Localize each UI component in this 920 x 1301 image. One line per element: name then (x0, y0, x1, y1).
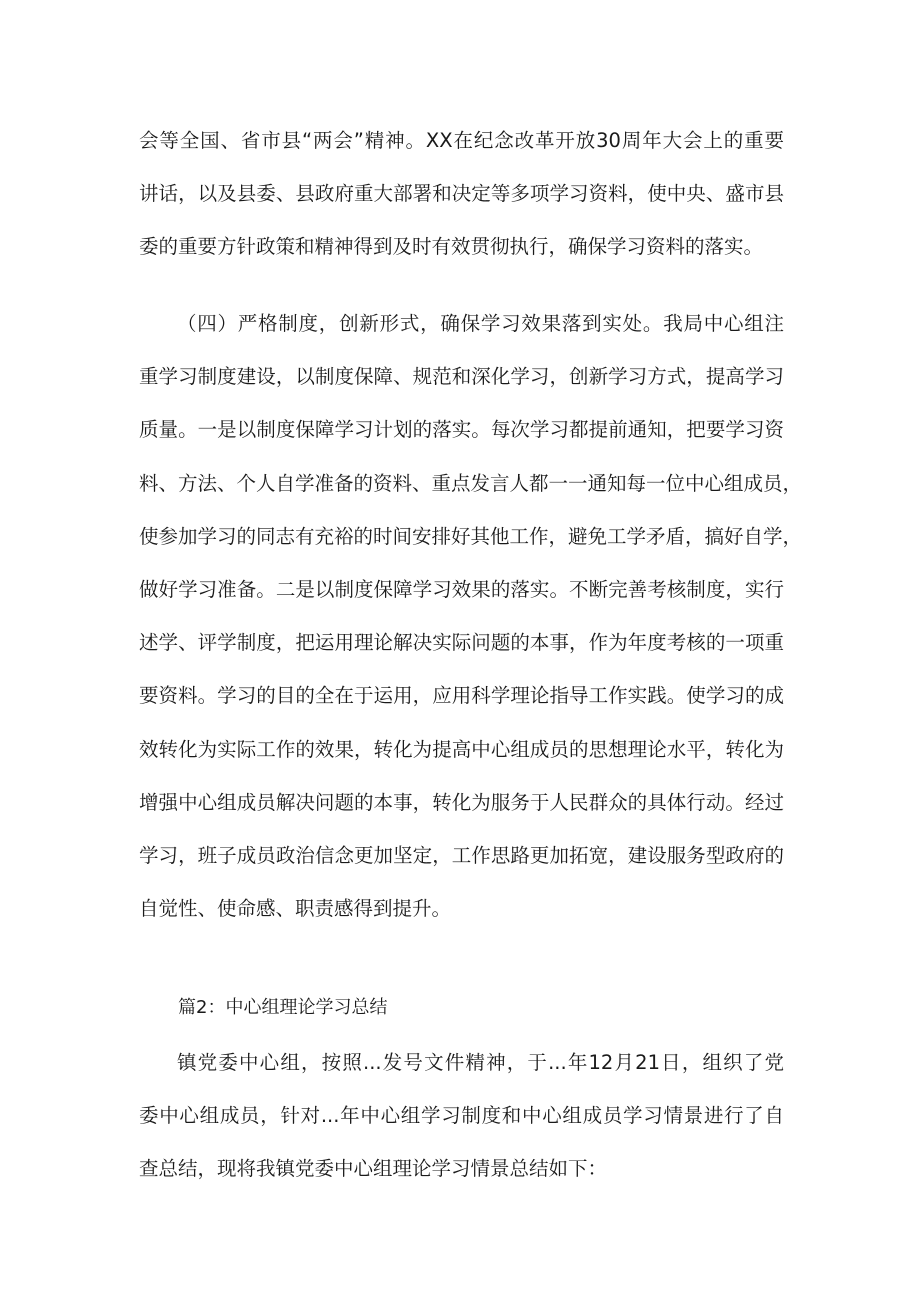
paragraph-3 (139, 1050, 784, 1210)
text-line: 会等全国、省市县“两会”精神。XX在纪念改革开放30周年大会上的重要 (139, 129, 784, 152)
text-line: 述学、评学制度，把运用理论解决实际问题的本事，作为年度考核的一项重 (139, 631, 784, 655)
paragraph-2 (139, 311, 803, 949)
text-line: 质量。一是以制度保障学习计划的落实。每次学习都提前通知，把要学习资 (139, 418, 784, 442)
text-line: 料、方法、个人自学准备的资料、重点发言人都一一通知每一位中心组成员， (139, 471, 803, 495)
text-line: （四）严格制度，创新形式，确保学习效果落到实处。我局中心组注 (177, 312, 784, 335)
text-line: 学习，班子成员政治信念更加坚定，工作思路更加拓宽，建设服务型政府的 (139, 843, 784, 867)
text-line: 镇党委中心组，按照...发号文件精神，于...年12月21日，组织了党 (177, 1051, 784, 1074)
text-line: 委的重要方针政策和精神得到及时有效贯彻执行，确保学习资料的落实。 (139, 235, 764, 259)
text-line: 查总结，现将我镇党委中心组理论学习情景总结如下： (139, 1157, 608, 1181)
text-line: 讲话，以及县委、县政府重大部署和决定等多项学习资料，使中央、盛市县 (139, 182, 784, 206)
paragraph-1 (139, 128, 784, 288)
text-line: 效转化为实际工作的效果，转化为提高中心组成员的思想理论水平，转化为 (139, 737, 784, 761)
text-line: 使参加学习的同志有充裕的时间安排好其他工作，避免工学矛盾，搞好自学， (139, 524, 803, 548)
section-heading: 篇2：中心组理论学习总结 (178, 997, 388, 1018)
text-line: 自觉性、使命感、职责感得到提升。 (139, 897, 452, 921)
text-line: 委中心组成员，针对...年中心组学习制度和中心组成员学习情景进行了自 (139, 1104, 784, 1128)
text-line: 要资料。学习的目的全在于运用，应用科学理论指导工作实践。使学习的成 (139, 684, 784, 708)
text-line: 做好学习准备。二是以制度保障学习效果的落实。不断完善考核制度，实行 (139, 577, 784, 601)
text-line: 增强中心组成员解决问题的本事，转化为服务于人民群众的具体行动。经过 (139, 790, 784, 814)
text-line: 重学习制度建设，以制度保障、规范和深化学习，创新学习方式，提高学习 (139, 365, 784, 389)
